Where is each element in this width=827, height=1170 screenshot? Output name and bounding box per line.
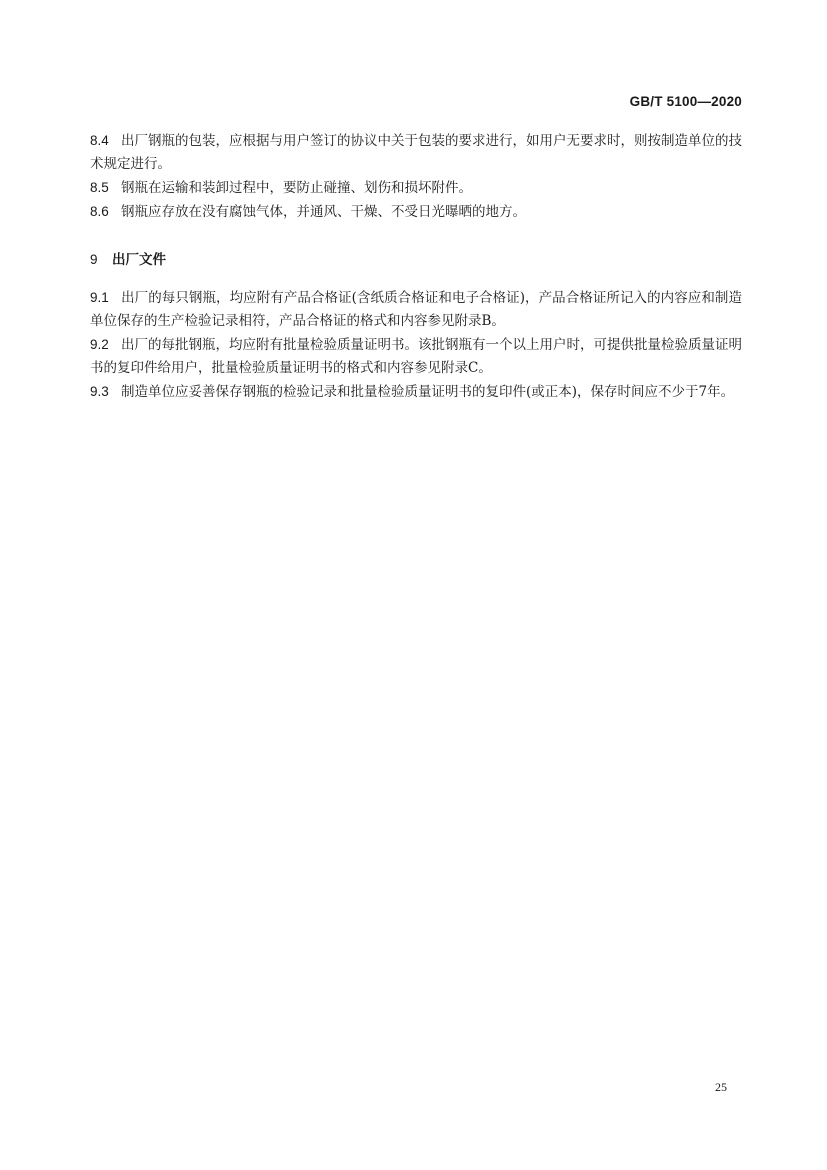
clause-number: 8.6 [90, 204, 109, 219]
clause-number: 9.3 [90, 384, 109, 399]
section-number: 9 [90, 252, 98, 267]
clause-9-2 [90, 333, 742, 380]
clause-text: 出厂的每批钢瓶，均应附有批量检验质量证明书。该批钢瓶有一个以上用户时，可提供批量检验质量证明书的复印件给用户，批量检验质量证明书的格式和内容参见附录C。 [90, 337, 742, 376]
clause-text: 出厂的每只钢瓶，均应附有产品合格证(含纸质合格证和电子合格证)，产品合格证所记入的内容应和制造单位保存的生产检验记录相符，产品合格证的格式和内容参见附录B。 [90, 290, 742, 329]
standard-code: GB/T 5100—2020 [629, 94, 742, 109]
clause-text: 钢瓶在运输和装卸过程中，要防止碰撞、划伤和损坏附件。 [121, 180, 472, 196]
clause-number: 9.1 [90, 290, 109, 305]
clause-number: 8.5 [90, 180, 109, 195]
page-number: 25 [715, 1080, 727, 1094]
clause-9-3 [90, 380, 742, 404]
document-body [90, 129, 742, 404]
clause-9-1 [90, 286, 742, 333]
clause-number: 9.2 [90, 337, 109, 352]
clause-number: 8.4 [90, 133, 109, 148]
clause-text: 钢瓶应存放在没有腐蚀气体，并通风、干燥、不受日光曝晒的地方。 [121, 204, 526, 220]
clause-8-5 [90, 176, 742, 200]
clause-text: 制造单位应妥善保存钢瓶的检验记录和批量检验质量证明书的复印件(或正本)，保存时间应不少于7年。 [121, 384, 735, 400]
section-title: 出厂文件 [112, 252, 166, 268]
clause-8-4 [90, 129, 742, 176]
clause-8-6 [90, 200, 742, 224]
clause-text: 出厂钢瓶的包装，应根据与用户签订的协议中关于包装的要求进行，如用户无要求时，则按制造单位的技术规定进行。 [90, 133, 742, 172]
section-heading-9 [90, 248, 742, 272]
